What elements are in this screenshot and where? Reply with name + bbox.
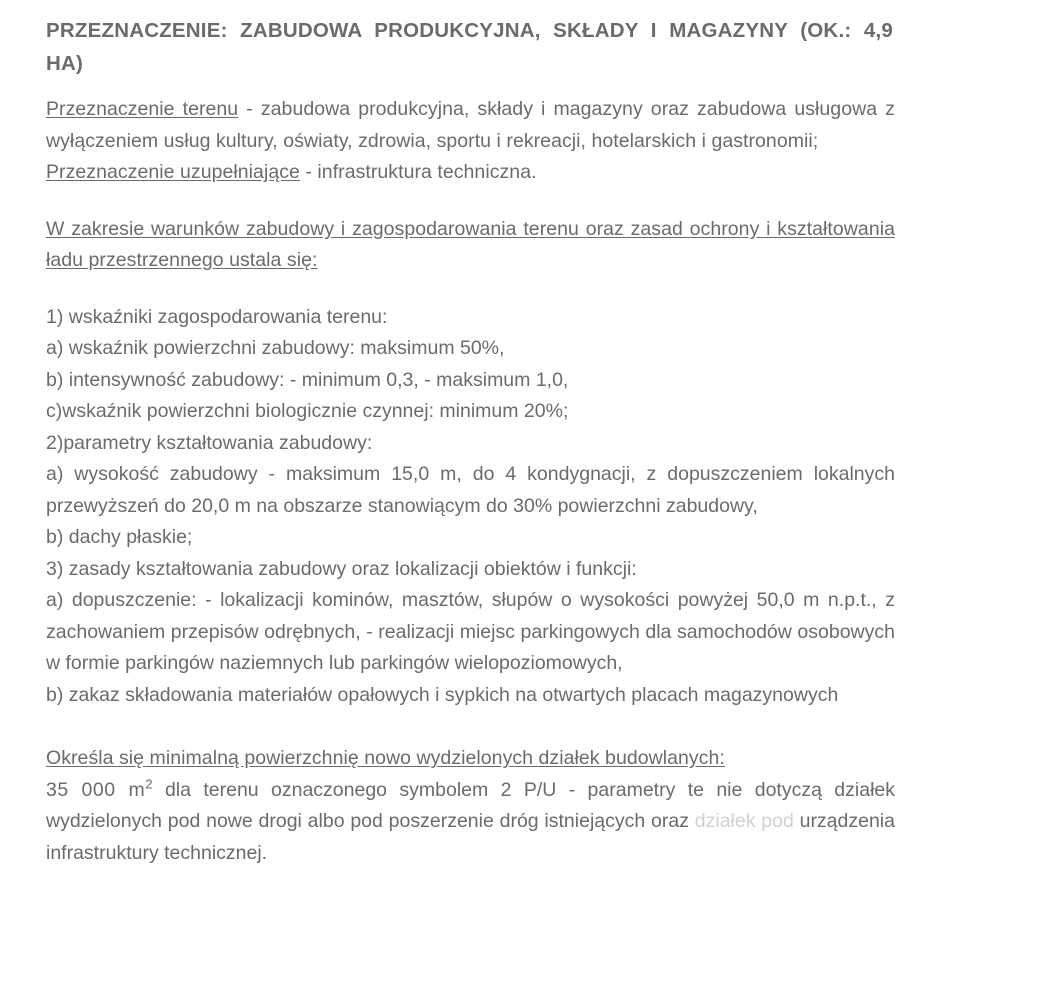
provision-item-3: 3) zasady kształtowania zabudowy oraz lokalizacji obiektów i funkcji: — [46, 557, 637, 580]
plot-area-unit-superscript: 2 — [145, 776, 153, 791]
provision-item-2b: b) dachy płaskie; — [46, 526, 193, 548]
section-plot-area-body — [46, 775, 895, 870]
provision-item-1: 1) wskaźniki zagospodarowania terenu: — [46, 305, 388, 328]
section-plot-area-intro: Określa się minimalną powierzchnię nowo wydzielonych działek budowlanych: — [46, 747, 725, 769]
text-przeznaczenie-uzupelniajace: - infrastruktura techniczna. — [299, 161, 537, 183]
spacer-before-plot-area — [46, 711, 895, 743]
provision-item-1a: a) wskaźnik powierzchni zabudowy: maksimum 50%, — [46, 337, 505, 359]
label-przeznaczenie-uzupelniajace: Przeznaczenie uzupełniające — [46, 161, 300, 183]
plot-area-text-faded: działek pod — [694, 810, 794, 832]
provision-item-2: 2)parametry kształtowania zabudowy: — [46, 431, 373, 454]
section-conditions-intro: W zakresie warunków zabudowy i zagospodarowania terenu oraz zasad ochrony i kształtowania ładu przestrzennego ustala się: — [46, 217, 895, 271]
page-title: PRZEZNACZENIE: ZABUDOWA PRODUKCYJNA, SKŁADY I MAGAZYNY (OK.: 4,9 HA) — [46, 19, 893, 75]
section-purpose-supplementary — [46, 157, 895, 189]
section-purpose-terrain — [46, 94, 895, 157]
provision-item-3b: b) zakaz składowania materiałów opałowych i sypkich na otwartych placach magazynowych — [46, 683, 839, 706]
provision-item-1b: b) intensywność zabudowy: - minimum 0,3, - maksimum 1,0, — [46, 368, 569, 391]
spacer-after-purpose — [46, 189, 895, 214]
text-przeznaczenie-terenu: - zabudowa produkcyjna, składy i magazyny oraz zabudowa usługowa z wyłączeniem usług kultury, oświaty, zdrowia, sportu i rekreacji, hotelarskich i gastronomii; — [46, 98, 895, 152]
plot-area-text-part1: dla terenu oznaczonego symbolem 2 P/U - parametry te nie dotyczą działek wydzielonych pod nowe drogi albo pod poszerzenie dróg istniejących oraz — [46, 778, 895, 832]
provision-item-3a: a) dopuszczenie: - lokalizacji kominów, masztów, słupów o wysokości powyżej 50,0 m n.p.t., z zachowaniem przepisów odrębnych, - realizacji miejsc parkingowych dla samochodów osobowych w formie parkingów naziemnych lub parkingów wielopoziomowych, — [46, 589, 895, 674]
spacer-after-conditions-intro — [46, 277, 895, 302]
provision-item-1c: c)wskaźnik powierzchni biologicznie czynnej: minimum 20%; — [46, 400, 569, 422]
provision-item-2a: a) wysokość zabudowy - maksimum 15,0 m, do 4 kondygnacji, z dopuszczeniem lokalnych przewyższeń do 20,0 m na obszarze stanowiącym do 30% powierzchni zabudowy, — [46, 463, 895, 517]
plot-area-text-part2: urządzenia infrastruktury technicznej. — [46, 810, 895, 864]
plot-area-value: 35 000 m — [46, 778, 146, 801]
label-przeznaczenie-terenu: Przeznaczenie terenu — [46, 98, 239, 120]
